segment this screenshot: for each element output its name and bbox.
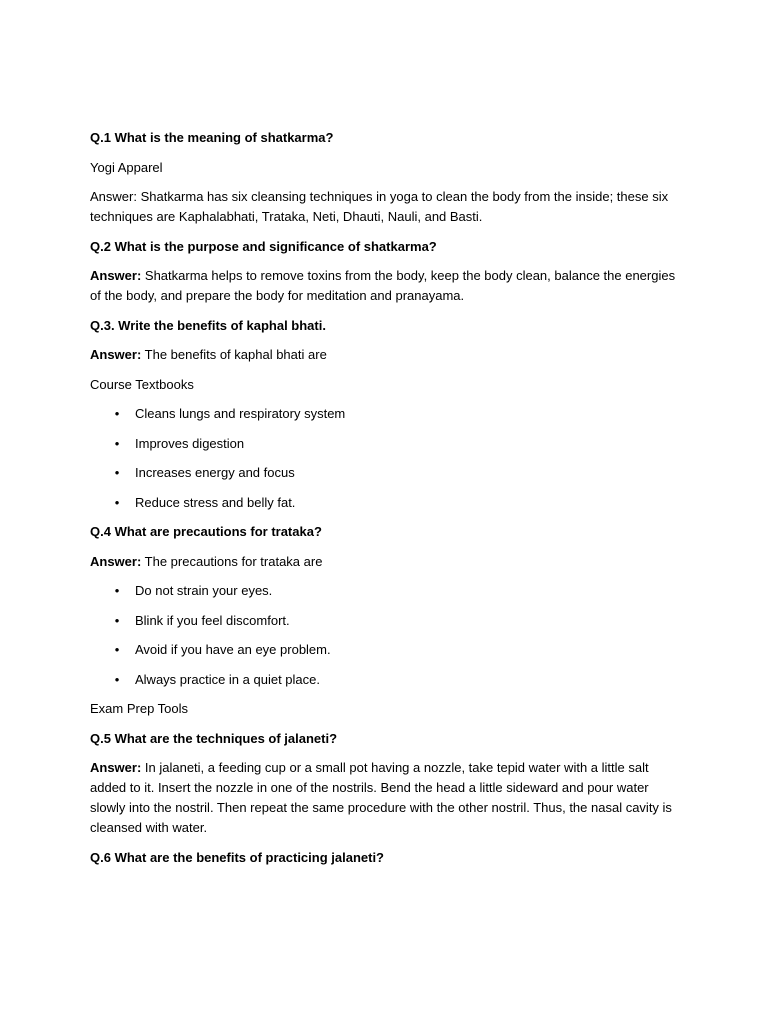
answer-5 [90, 758, 682, 838]
bullet-icon: • [114, 465, 120, 480]
answer-3 [90, 345, 682, 365]
answer-label: Answer: [90, 553, 142, 569]
bullet-icon: • [114, 671, 120, 687]
answer-label: Answer: [90, 760, 142, 775]
list-item-text: Increases energy and focus [135, 465, 295, 480]
bullet-icon: • [114, 612, 120, 628]
bullet-icon: • [114, 406, 120, 421]
list-item-text: Reduce stress and belly fat. [135, 494, 296, 510]
list-item-text: Blink if you feel discomfort. [135, 612, 290, 628]
question-1: Q.1 What is the meaning of shatkarma? [90, 130, 334, 145]
list-item [90, 463, 682, 483]
bullet-icon: • [114, 494, 120, 510]
bullet-icon: • [114, 583, 120, 598]
trataka-precautions-list [90, 581, 682, 690]
insert-course-textbooks: Course Textbooks [90, 376, 194, 392]
question-3: Q.3. Write the benefits of kaphal bhati. [90, 317, 326, 333]
list-item-text: Avoid if you have an eye problem. [135, 642, 331, 657]
insert-exam-prep-tools: Exam Prep Tools [90, 701, 189, 716]
answer-2 [90, 266, 682, 306]
answer-2-text: Shatkarma helps to remove toxins from the body, keep the body clean, balance the energies of the body, and prepare the body for meditation and pranayama. [90, 268, 676, 303]
list-item [90, 434, 682, 454]
document-body [90, 128, 682, 877]
answer-5-text: In jalaneti, a feeding cup or a small pot having a nozzle, take tepid water with a little salt added to it. Insert the nozzle in one of the nostrils. Bend the head a little sideward and pour water slowly into the nostril. Then repeat the same procedure with the other nostril. Thus, the nasal cavity is cleansed with water. [90, 760, 672, 835]
answer-label: Answer: [90, 268, 142, 283]
kaphal-bhati-benefits-list [90, 404, 682, 513]
list-item [90, 611, 682, 631]
question-6: Q.6 What are the benefits of practicing jalaneti? [90, 849, 384, 865]
insert-yogi-apparel: Yogi Apparel [90, 159, 163, 175]
question-2: Q.2 What is the purpose and significance of shatkarma? [90, 238, 437, 254]
bullet-icon: • [114, 642, 120, 657]
question-5: Q.5 What are the techniques of jalaneti? [90, 730, 338, 746]
answer-3-text: The benefits of kaphal bhati are [141, 347, 327, 362]
list-item [90, 581, 682, 601]
list-item-text: Do not strain your eyes. [135, 583, 273, 598]
list-item-text: Cleans lungs and respiratory system [135, 406, 346, 421]
list-item [90, 640, 682, 660]
list-item [90, 670, 682, 690]
answer-1: Answer: Shatkarma has six cleansing techniques in yoga to clean the body from the inside; these six techniques are Kaphalabhati, Trataka, Neti, Dhauti, Nauli, and Basti. [90, 189, 669, 224]
list-item-text: Improves digestion [135, 435, 245, 451]
answer-4-text: The precautions for trataka are [141, 553, 323, 569]
list-item-text: Always practice in a quiet place. [135, 671, 320, 687]
list-item [90, 493, 682, 513]
question-4: Q.4 What are precautions for trataka? [90, 524, 322, 539]
answer-4 [90, 552, 682, 572]
list-item [90, 404, 682, 424]
bullet-icon: • [114, 435, 120, 451]
answer-label: Answer: [90, 347, 142, 362]
